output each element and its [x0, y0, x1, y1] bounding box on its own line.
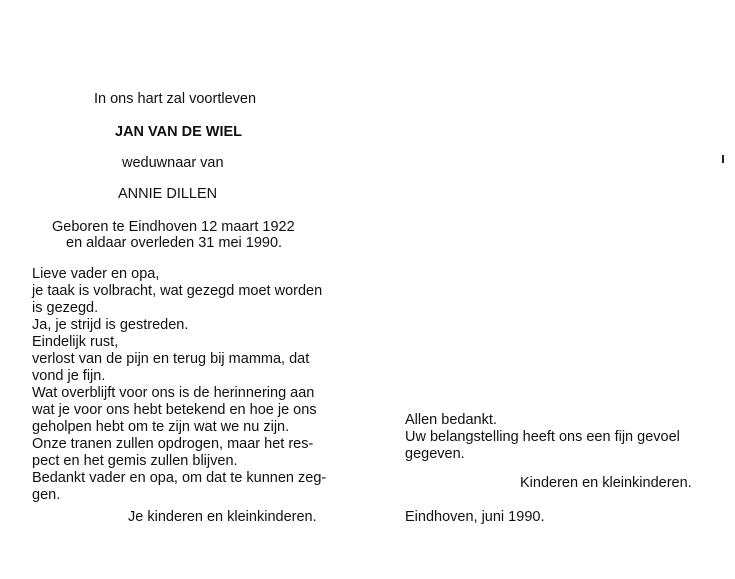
poem — [32, 266, 332, 504]
thanks-line: gegeven. — [405, 446, 465, 462]
thanks-line: Allen bedankt. — [405, 412, 497, 428]
intro-text: In ons hart zal voortleven — [94, 91, 257, 107]
poem-line: Lieve vader en opa, — [32, 266, 160, 282]
left-signature: Je kinderen en kleinkinderen. — [128, 509, 317, 525]
death-line: en aldaar overleden 31 mei 1990. — [66, 235, 283, 251]
thanks-line: Uw belangstelling heeft ons een fijn gevoel — [405, 429, 680, 445]
poem-line: Wat overblijft voor ons is de herinnering aan — [32, 385, 315, 401]
thanks-block — [405, 412, 680, 463]
birth-line: Geboren te Eindhoven 12 maart 1922 — [52, 219, 295, 235]
poem-line: is gezegd. — [32, 300, 99, 316]
poem-line: Ja, je strijd is gestreden. — [32, 317, 189, 333]
poem-line: gen. — [32, 487, 61, 503]
right-signature: Kinderen en kleinkinderen. — [520, 475, 692, 491]
poem-line: geholpen hebt om te zijn wat we nu zijn. — [32, 419, 290, 435]
poem-line: vond je fijn. — [32, 368, 106, 384]
poem-line: pect en het gemis zullen blijven. — [32, 453, 238, 469]
poem-line: je taak is volbracht, wat gezegd moet worden — [32, 283, 323, 299]
poem-line: Onze tranen zullen opdrogen, maar het res- — [32, 436, 314, 452]
poem-line: Eindelijk rust, — [32, 334, 119, 350]
spouse-name: ANNIE DILLEN — [118, 186, 218, 202]
poem-line: wat je voor ons hebt betekend en hoe je ons — [32, 402, 317, 418]
poem-line: Bedankt vader en opa, om dat te kunnen zeg- — [32, 470, 327, 486]
poem-line: verlost van de pijn en terug bij mamma, dat — [32, 351, 310, 367]
relation-text: weduwnaar van — [122, 155, 224, 171]
place-date: Eindhoven, juni 1990. — [405, 509, 545, 525]
deceased-name: JAN VAN DE WIEL — [115, 124, 243, 140]
fold-mark — [722, 155, 724, 163]
